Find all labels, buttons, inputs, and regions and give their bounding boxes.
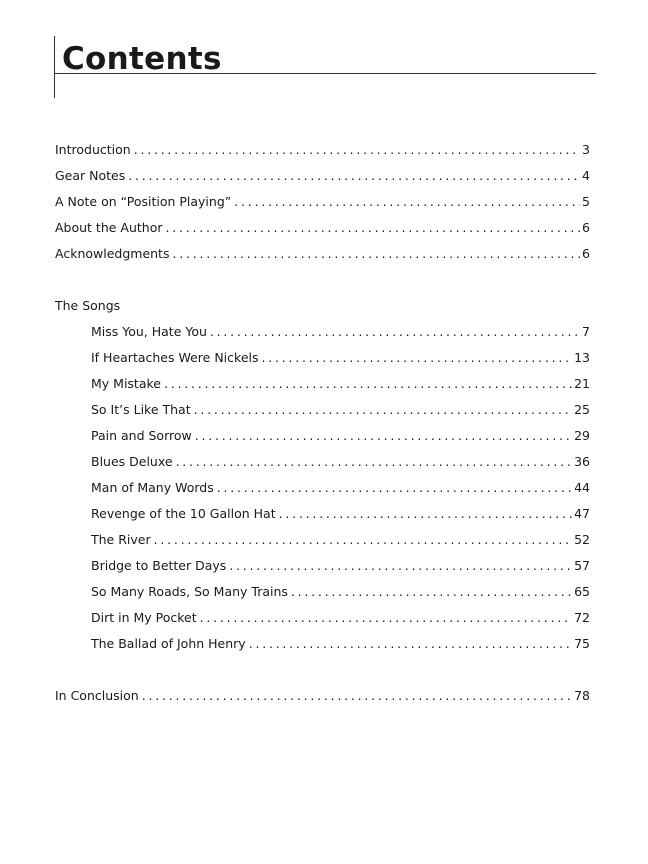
toc-entry-page: 75 bbox=[574, 636, 590, 651]
toc-entry-page: 57 bbox=[574, 558, 590, 573]
toc-entry-about-the-author[interactable] bbox=[55, 218, 590, 244]
dot-leader bbox=[279, 504, 572, 524]
dot-leader bbox=[217, 478, 572, 498]
dot-leader bbox=[291, 582, 572, 602]
toc-entry-introduction[interactable] bbox=[55, 140, 590, 166]
toc-entry-gear-notes[interactable] bbox=[55, 166, 590, 192]
dot-leader bbox=[154, 530, 572, 550]
toc-entry-page: 52 bbox=[574, 532, 590, 547]
toc-entry-title: Acknowledgments bbox=[55, 246, 170, 261]
toc-entry-title: A Note on “Position Playing” bbox=[55, 194, 232, 209]
title-block bbox=[54, 36, 596, 98]
toc-entry-title: Revenge of the 10 Gallon Hat bbox=[91, 506, 276, 521]
toc-entry-page: 29 bbox=[574, 428, 590, 443]
toc-entry-page: 4 bbox=[582, 168, 590, 183]
toc-entry-page: 72 bbox=[574, 610, 590, 625]
toc-entry-title: Dirt in My Pocket bbox=[91, 610, 197, 625]
dot-leader bbox=[164, 374, 572, 394]
page-title: Contents bbox=[62, 41, 222, 77]
dot-leader bbox=[194, 400, 572, 420]
toc-entry-song[interactable] bbox=[55, 556, 590, 582]
dot-leader bbox=[176, 452, 573, 472]
toc-entry-acknowledgments[interactable] bbox=[55, 244, 590, 270]
section-heading-songs: The Songs bbox=[55, 298, 121, 313]
toc-entry-title: Gear Notes bbox=[55, 168, 126, 183]
dot-leader bbox=[200, 608, 572, 628]
dot-leader bbox=[142, 686, 572, 706]
toc-entry-title: About the Author bbox=[55, 220, 163, 235]
dot-leader bbox=[234, 192, 580, 212]
toc-entry-song[interactable] bbox=[55, 634, 590, 660]
toc-entry-title: The Ballad of John Henry bbox=[91, 636, 246, 651]
dot-leader bbox=[229, 556, 572, 576]
toc-entry-title: In Conclusion bbox=[55, 688, 139, 703]
dot-leader bbox=[128, 166, 580, 186]
dot-leader bbox=[172, 244, 580, 264]
section-spacer bbox=[55, 660, 590, 686]
toc-entry-song[interactable] bbox=[55, 582, 590, 608]
toc-entry-page: 44 bbox=[574, 480, 590, 495]
toc-entry-title: So Many Roads, So Many Trains bbox=[91, 584, 288, 599]
toc-entry-page: 65 bbox=[574, 584, 590, 599]
toc-entry-song[interactable] bbox=[55, 504, 590, 530]
toc-entry-page: 6 bbox=[582, 246, 590, 261]
toc-entry-page: 3 bbox=[582, 142, 590, 157]
dot-leader bbox=[262, 348, 573, 368]
dot-leader bbox=[195, 426, 572, 446]
toc-entry-title: Blues Deluxe bbox=[91, 454, 173, 469]
toc-entry-song[interactable] bbox=[55, 400, 590, 426]
toc-entry-position-playing[interactable] bbox=[55, 192, 590, 218]
toc-entry-page: 25 bbox=[574, 402, 590, 417]
toc-entry-page: 7 bbox=[582, 324, 590, 339]
title-vertical-rule bbox=[54, 36, 55, 98]
toc-entry-song[interactable] bbox=[55, 530, 590, 556]
toc-entry-song[interactable] bbox=[55, 322, 590, 348]
toc-entry-page: 36 bbox=[574, 454, 590, 469]
toc-entry-title: If Heartaches Were Nickels bbox=[91, 350, 259, 365]
toc-entry-title: Pain and Sorrow bbox=[91, 428, 192, 443]
toc-entry-title: Bridge to Better Days bbox=[91, 558, 227, 573]
dot-leader bbox=[210, 322, 580, 342]
toc-entry-song[interactable] bbox=[55, 478, 590, 504]
toc-entry-page: 5 bbox=[582, 194, 590, 209]
table-of-contents bbox=[55, 140, 590, 712]
toc-entry-page: 13 bbox=[574, 350, 590, 365]
toc-entry-song[interactable] bbox=[55, 374, 590, 400]
toc-entry-title: Introduction bbox=[55, 142, 131, 157]
toc-entry-title: Miss You, Hate You bbox=[91, 324, 207, 339]
toc-entry-page: 6 bbox=[582, 220, 590, 235]
toc-entry-song[interactable] bbox=[55, 426, 590, 452]
toc-entry-page: 47 bbox=[574, 506, 590, 521]
toc-entry-title: So It’s Like That bbox=[91, 402, 191, 417]
dot-leader bbox=[134, 140, 580, 160]
dot-leader bbox=[249, 634, 572, 654]
dot-leader bbox=[166, 218, 581, 238]
toc-entry-in-conclusion[interactable] bbox=[55, 686, 590, 712]
toc-entry-page: 21 bbox=[574, 376, 590, 391]
toc-entry-song[interactable] bbox=[55, 608, 590, 634]
toc-entry-title: The River bbox=[91, 532, 151, 547]
section-spacer bbox=[55, 270, 590, 296]
toc-entry-title: Man of Many Words bbox=[91, 480, 214, 495]
toc-entry-song[interactable] bbox=[55, 452, 590, 478]
toc-entry-title: My Mistake bbox=[91, 376, 161, 391]
toc-entry-page: 78 bbox=[574, 688, 590, 703]
toc-entry-song[interactable] bbox=[55, 348, 590, 374]
